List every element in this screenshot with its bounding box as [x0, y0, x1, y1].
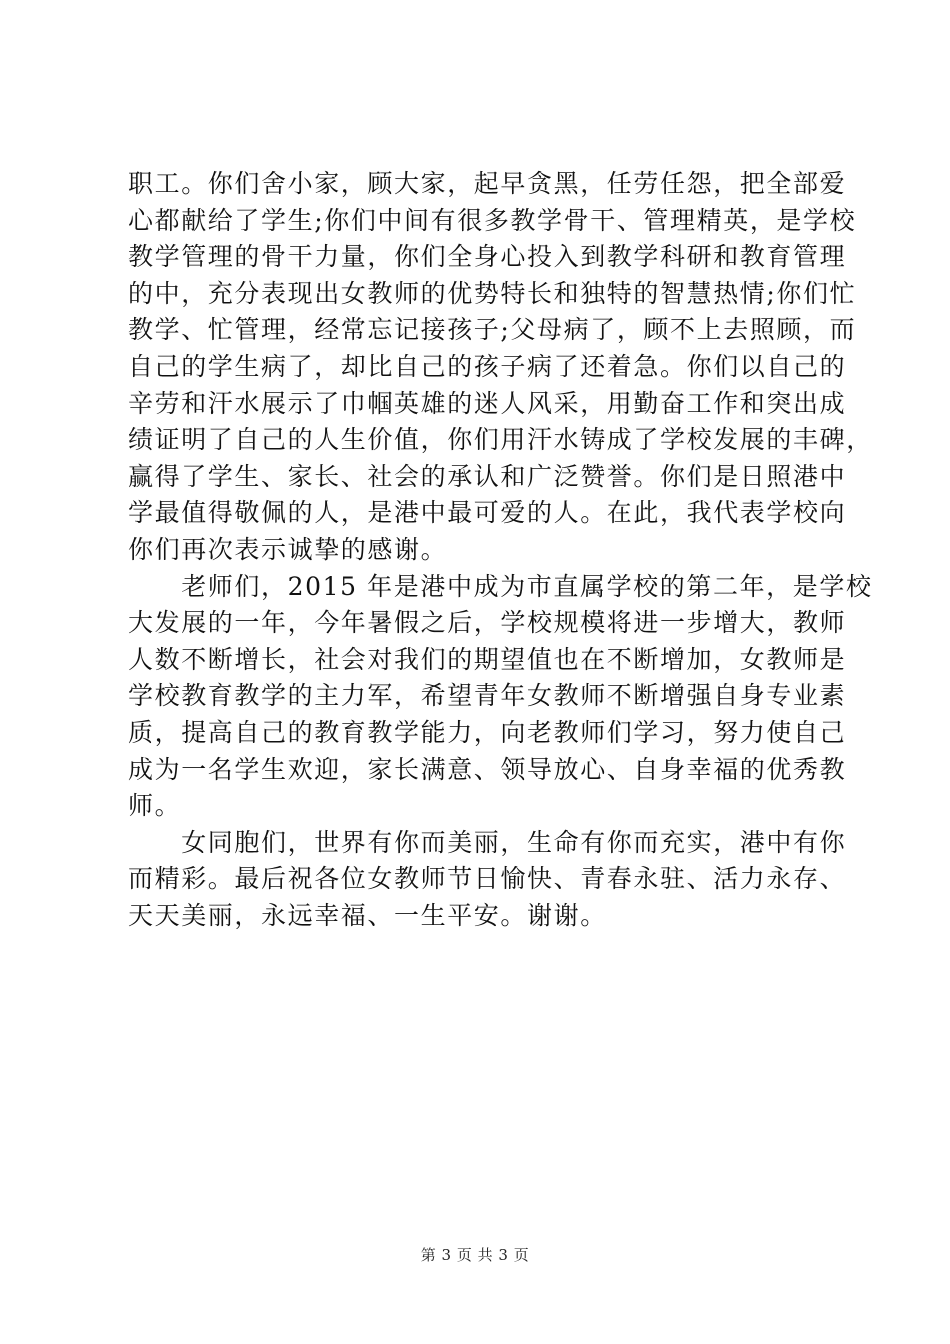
- body-text: [128, 166, 873, 934]
- text-line: 女同胞们，世界有你而美丽，生命有你而充实，港中有你: [128, 827, 847, 857]
- text-line: 绩证明了自己的人生价值，你们用汗水铸成了学校发展的丰碑，: [128, 425, 873, 455]
- text-line: 辛劳和汗水展示了巾帼英雄的迷人风采，用勤奋工作和突出成: [128, 388, 847, 418]
- text-line: 心都献给了学生;你们中间有很多教学骨干、管理精英，是学校: [128, 205, 857, 235]
- text-line: 老师们，2015 年是港中成为市直属学校的第二年，是学校: [128, 571, 873, 601]
- page-number-footer: 第 3 页 共 3 页: [420, 1246, 530, 1264]
- text-line: 成为一名学生欢迎，家长满意、领导放心、自身幸福的优秀教: [128, 754, 847, 784]
- text-line: 天天美丽，永远幸福、一生平安。谢谢。: [128, 900, 607, 930]
- text-line: 大发展的一年，今年暑假之后，学校规模将进一步增大，教师: [128, 608, 847, 638]
- text-line: 你们再次表示诚挚的感谢。: [128, 534, 448, 564]
- text-line: 自己的学生病了，却比自己的孩子病了还着急。你们以自己的: [128, 351, 847, 381]
- text-line: 教学管理的骨干力量，你们全身心投入到教学科研和教育管理: [128, 242, 847, 272]
- text-line: 学校教育教学的主力军，希望青年女教师不断增强自身专业素: [128, 681, 847, 711]
- text-line: 赢得了学生、家长、社会的承认和广泛赞誉。你们是日照港中: [128, 461, 847, 491]
- text-line: 学最值得敬佩的人，是港中最可爱的人。在此，我代表学校向: [128, 498, 847, 528]
- text-line: 人数不断增长，社会对我们的期望值也在不断增加，女教师是: [128, 644, 847, 674]
- text-line: 教学、忙管理，经常忘记接孩子;父母病了，顾不上去照顾，而: [128, 315, 857, 345]
- text-line: 职工。你们舍小家，顾大家，起早贪黑，任劳任怨，把全部爱: [128, 169, 847, 198]
- text-line: 的中，充分表现出女教师的优势特长和独特的智慧热情;你们忙: [128, 278, 857, 308]
- text-line: 而精彩。最后祝各位女教师节日愉快、青春永驻、活力永存、: [128, 864, 847, 894]
- text-line: 师。: [128, 791, 182, 821]
- text-line: 质，提高自己的教育教学能力，向老教师们学习，努力使自己: [128, 717, 847, 747]
